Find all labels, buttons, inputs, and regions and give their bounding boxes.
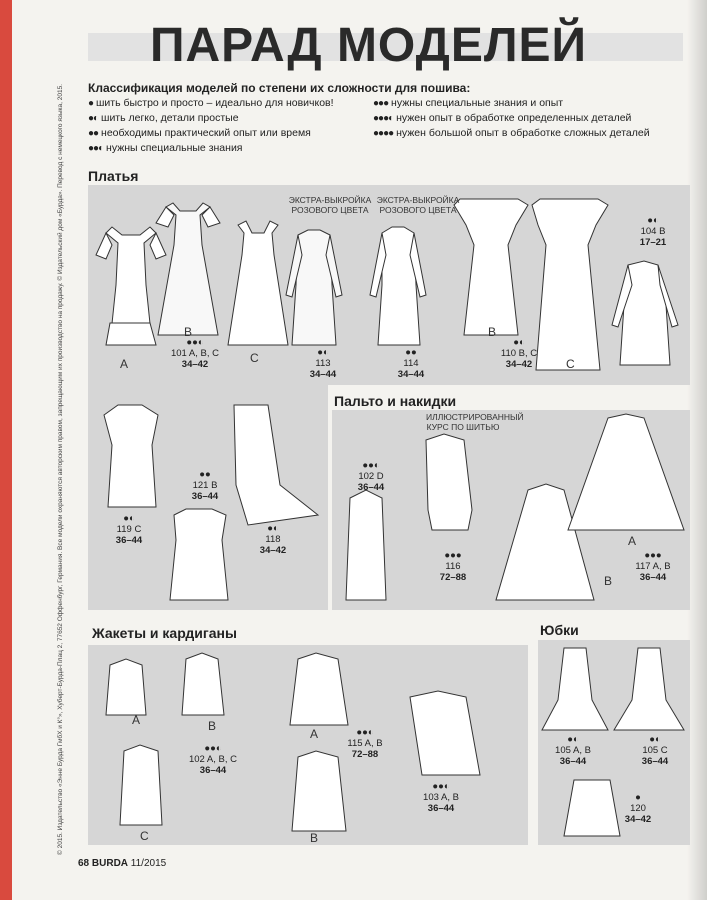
page-footer [78,858,166,869]
variant-letter: C [140,829,149,843]
variant-letter: B [310,831,319,845]
legend-item: ●●◐ нужны специальные знания [88,142,243,154]
model-caption-110: ●◐ 110 B, C 34–42 [500,337,538,370]
legend-item: ● шить быстро и просто – идеально для новичков! [88,97,334,109]
model-caption-118: ●◐ 118 34–42 [259,523,287,556]
model-caption-115: ●●◐ 115 A, B 72–88 [347,727,383,760]
section-title-coats: Пальто и накидки [334,393,457,409]
sewing-course-note: ИЛЛЮСТРИРОВАННЫЙ КУРС ПО ШИТЬЮ [426,412,524,432]
page-title: ПАРАД МОДЕЛЕЙ [150,19,588,72]
model-caption-101: ●●◐ 101 A, B, C 34–42 [170,337,220,370]
variant-letter: A [310,727,319,741]
variant-letter: A [132,713,141,727]
copyright-vertical: © 2015. Издательство «Энне Бурда ГмбХ и К°», Хуберт-Бурда-Плац 2, 77652 Оффенбург, Германия. Все модели охраняются авторским правом, запрещающим их производство на продажу. © Издательский дом «Бурда». Перевод с немецкого языка, 2015. [57,84,64,855]
page-shadow [687,0,707,900]
model-caption-117: ●●● 117 A, B 36–44 [635,550,671,583]
skirts-panel [538,640,690,845]
legend-left [88,96,334,156]
model-caption-102abc: ●●◐ 102 A, B, C 36–44 [188,743,238,776]
section-title-skirts: Юбки [540,622,579,638]
legend-item: ●●●◐ нужен опыт в обработке определенных деталей [373,112,632,124]
model-caption-105c: ●◐ 105 C 36–44 [641,734,669,767]
model-caption-116: ●●● 116 72–88 [439,550,467,583]
legend-item: ●●● нужны специальные знания и опыт [373,97,564,109]
coats-panel [332,410,690,610]
brand-name: BURDA [91,858,129,869]
model-caption-102d: ●●◐ 102 D 36–44 [357,460,385,493]
legend-item: ●● необходимы практический опыт или время [88,127,311,139]
model-caption-104: ●◐ 104 B 17–21 [639,215,667,248]
jackets-panel [88,645,528,845]
model-caption-103: ●●◐ 103 A, B 36–44 [423,781,459,814]
legend-heading: Классификация моделей по степени их сложности для пошива: [88,81,471,95]
variant-letter: C [250,351,259,365]
pink-pattern-note: ЭКСТРА-ВЫКРОЙКА РОЗОВОГО ЦВЕТА [376,195,460,215]
variant-letter: A [628,534,637,548]
red-edge-strip [0,0,12,900]
legend-item: ●◐ шить легко, детали простые [88,112,239,124]
model-caption-121: ●● 121 B 36–44 [191,469,219,502]
variant-letter: B [488,325,497,339]
pink-pattern-note: ЭКСТРА-ВЫКРОЙКА РОЗОВОГО ЦВЕТА [288,195,372,215]
variant-letter: B [184,325,193,339]
dresses-panel [88,185,690,385]
model-caption-105ab: ●◐ 105 A, B 36–44 [555,734,591,767]
section-title-dresses: Платья [88,168,139,184]
model-caption-113: ●◐ 113 34–44 [309,347,337,380]
model-caption-119: ●◐ 119 C 36–44 [115,513,143,546]
legend-right [373,96,650,141]
issue-number: 11/2015 [130,858,167,869]
jackets-illustrations [88,645,528,845]
legend-item: ●●●● нужен большой опыт в обработке сложных деталей [373,127,650,139]
variant-letter: A [120,357,129,371]
model-caption-114: ●● 114 34–44 [397,347,425,380]
variant-letter: C [566,357,575,371]
model-caption-120: ● 120 34–42 [624,792,652,825]
variant-letter: B [208,719,217,733]
section-title-jackets: Жакеты и кардиганы [92,625,237,641]
variant-letter: B [604,574,613,588]
dresses-panel-lower [88,385,328,610]
page-number: 68 [78,858,90,869]
